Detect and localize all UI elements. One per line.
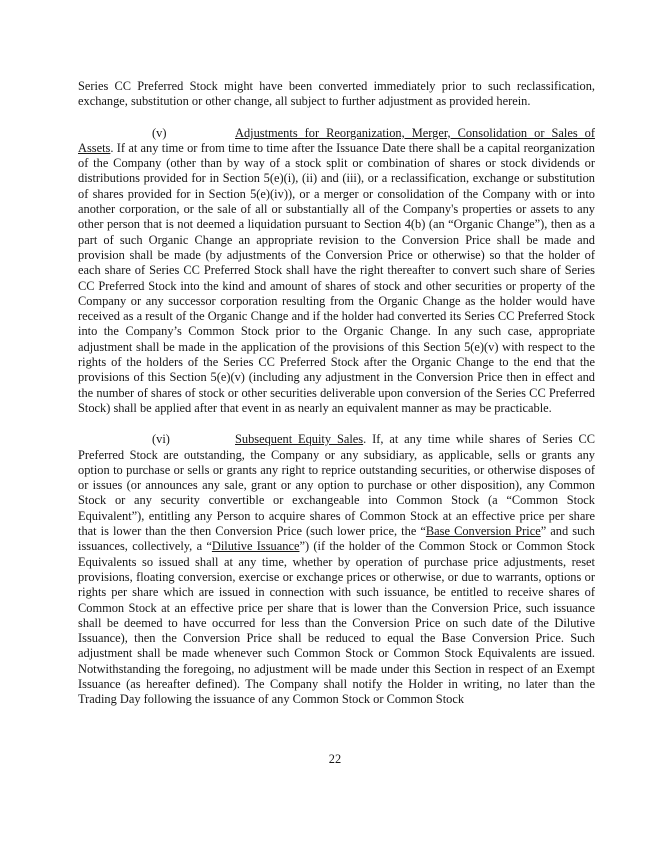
section-vi-paragraph (78, 432, 595, 707)
text-run: . If at any time or from time to time after the Issuance Date there shall be a capital reorganization of the Company (other than by way of a stock split or combination of shares or stock dividends or distributions provided for in Section 5(e)(i), (ii) and (iii), or a reclassification, exchange or substitution of shares provided for in Section 5(e)(iv)), or a merger or consolidation of the Company with or into another corporation, or the sale of all or substantially all of the Company's properties or assets to any other person that is not deemed a liquidation pursuant to Section 4(b) (an “Organic Change”), then as a part of such Organic Change an appropriate revision to the Conversion Price shall be made and provision shall be made (by adjustments of the Conversion Price or otherwise) so that the holder of each share of Series CC Preferred Stock shall have the right thereafter to convert such share of Series CC Preferred Stock into the kind and amount of shares of stock and other securities or property of the Company or any successor corporation resulting from the Organic Change as the holder would have received as a result of the Organic Change and if the holder had converted its Series CC Preferred Stock into the Company’s Common Stock prior to the Organic Change. In any such case, appropriate adjustment shall be made in the application of the provisions of this Section 5(e)(v) with respect to the rights of the holders of the Series CC Preferred Stock after the Organic Change to the end that the provisions of this Section 5(e)(v) (including any adjustment in the Conversion Price then in effect and the number of shares of stock or other securities deliverable upon conversion of the Series CC Preferred Stock) shall be applied after that event in as nearly an equivalent manner as may be practicable. (78, 140, 595, 415)
section-vi-label-box (152, 432, 235, 447)
underlined-term: Dilutive Issuance (211, 539, 300, 554)
section-v-label: (v) (152, 125, 167, 140)
intro-paragraph (78, 79, 595, 110)
underlined-term: Subsequent Equity Sales (235, 432, 364, 447)
underlined-term: Adjustments for Reorganization, Merger, Consolidation or Sales of Assets (78, 125, 595, 155)
text-run: . If, at any time while shares of Series CC Preferred Stock are outstanding, the Company or any subsidiary, as applicable, sells or grants any option to purchase or sells or grants any right to reprice outstanding securities, or otherwise disposes of or issues (or announces any sale, grant or any option to purchase or other disposition), any Common Stock or any security convertible or exchangeable into Common Stock (a “Common Stock Equivalent”), entitling any Person to acquire shares of Common Stock at an effective price per share that is lower than the then Conversion Price (such lower price, the “ (78, 432, 595, 539)
text-run: ”) (if the holder of the Common Stock or Common Stock Equivalents so issued shall at any time, whether by operation of purchase price adjustments, reset provisions, floating conversion, exercise or exchange prices or otherwise, or due to warrants, options or rights per share which are issued in connection with such issuance, be entitled to receive shares of Common Stock at an effective price per share that is lower than the Conversion Price, such issuance shall be deemed to have occurred for less than the Conversion Price on such date of the Dilutive Issuance), then the Conversion Price shall be reduced to equal the Base Conversion Price. Such adjustment shall be made whenever such Common Stock or Common Stock Equivalents are issued. Notwithstanding the foregoing, no adjustment will be made under this Section in respect of an Exempt Issuance (as hereafter defined). The Company shall notify the Holder in writing, no later than the Trading Day following the issuance of any Common Stock or Common Stock (78, 539, 595, 707)
underlined-term: Base Conversion Price (425, 524, 541, 539)
section-v-paragraph (78, 126, 595, 417)
page-number: 22 (328, 752, 342, 766)
section-v-label-box (152, 126, 235, 141)
section-vi-body (78, 432, 595, 706)
text-run: ” and such issuances, collectively, a “ (78, 524, 595, 554)
section-v-body (78, 126, 595, 415)
section-vi-label: (vi) (152, 432, 170, 447)
intro-text: Series CC Preferred Stock might have been converted immediately prior to such reclassification, exchange, substitution or other change, all subject to further adjustment as provided herein. (78, 79, 595, 109)
